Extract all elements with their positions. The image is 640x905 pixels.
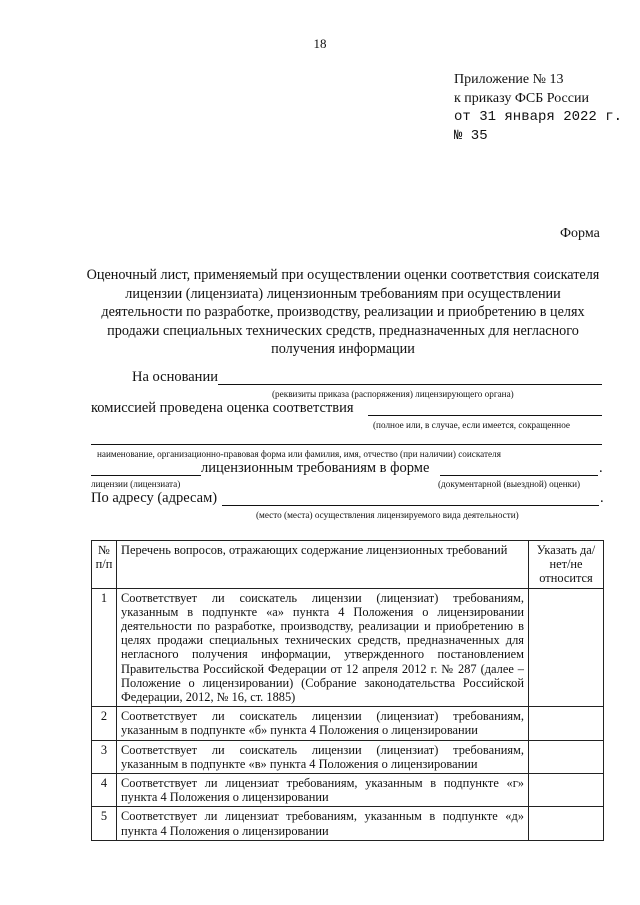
row-answer-cell[interactable] <box>529 740 604 773</box>
table-header-row <box>92 541 604 589</box>
requirements-label: лицензионным требованиям в форме <box>201 460 430 476</box>
row-answer-cell[interactable] <box>529 588 604 707</box>
assessment-form-hint: (документарной (выездной) оценки) <box>438 479 581 489</box>
table-row <box>92 807 604 840</box>
table-row <box>92 774 604 807</box>
document-title: Оценочный лист, применяемый при осуществлении оценки соответствия соискателя лицензии (лицензиата) лицензионным требованиям при осуществлении деятельности по разработке, производству, реализации и приобретению в целях продажи специальных технических средств, предназначенных для негласного получения информации <box>86 267 600 357</box>
address-label: По адресу (адресам) <box>91 490 218 506</box>
assessment-form-line[interactable] <box>440 461 598 476</box>
header-num: № п/п <box>92 541 117 589</box>
row-num: 1 <box>92 588 117 707</box>
form-label: Форма <box>560 226 600 241</box>
applicant-name-hint: наименование, организационно-правовая форма или фамилия, имя, отчество (при наличии) соискателя <box>97 449 501 459</box>
appendix-number: Приложение № 13 <box>454 72 564 87</box>
basis-label: На основании <box>132 369 218 385</box>
row-answer-cell[interactable] <box>529 707 604 740</box>
commission-hint: (полное или, в случае, если имеется, сокращенное <box>373 420 570 430</box>
row-num: 3 <box>92 740 117 773</box>
appendix-date: от 31 января 2022 г. <box>454 109 623 125</box>
row-question: Соответствует ли лицензиат требованиям, указанным в подпункте «д» пункта 4 Положения о лицензировании <box>117 807 529 840</box>
row-num: 4 <box>92 774 117 807</box>
page-number: 18 <box>313 36 327 51</box>
row-answer-cell[interactable] <box>529 807 604 840</box>
header-questions: Перечень вопросов, отражающих содержание лицензионных требований <box>117 541 529 589</box>
header-answer: Указать да/нет/не относится <box>529 541 604 589</box>
commission-label: комиссией проведена оценка соответствия <box>91 400 354 416</box>
applicant-name-line[interactable] <box>91 430 602 445</box>
row-answer-cell[interactable] <box>529 774 604 807</box>
table-row <box>92 707 604 740</box>
table-row <box>92 588 604 707</box>
address-hint: (место (места) осуществления лицензируемого вида деятельности) <box>256 510 519 520</box>
row-question: Соответствует ли соискатель лицензии (лицензиат) требованиям, указанным в подпункте «б» пункта 4 Положения о лицензировании <box>117 707 529 740</box>
basis-line[interactable] <box>218 370 602 385</box>
applicant-continuation-line[interactable] <box>91 461 201 476</box>
appendix-order: к приказу ФСБ России <box>454 91 589 106</box>
appendix-header <box>454 70 622 146</box>
basis-hint: (реквизиты приказа (распоряжения) лицензирующего органа) <box>272 389 514 399</box>
requirements-table <box>91 540 604 841</box>
address-period: . <box>600 490 604 506</box>
row-num: 5 <box>92 807 117 840</box>
row-question: Соответствует ли соискатель лицензии (лицензиат) требованиям, указанным в подпункте «в» пункта 4 Положения о лицензировании <box>117 740 529 773</box>
licensee-hint: лицензии (лицензиата) <box>91 479 181 489</box>
appendix-order-number: № 35 <box>454 128 488 144</box>
row-question: Соответствует ли соискатель лицензии (лицензиат) требованиям, указанным в подпункте «а» пункта 4 Положения о лицензировании деятельности по разработке, производству, реализации и приобретению в целях продажи специальных технических средств, предназначенных для негласного получения информации, утвержденного постановлением Правительства Российской Федерации от 12 апреля 2012 г. № 287 (далее – Положение о лицензировании) (Собрание законодательства Российской Федерации, 2012, № 16, ст. 1885) <box>117 588 529 707</box>
commission-line[interactable] <box>368 401 602 416</box>
table-row <box>92 740 604 773</box>
requirements-period: . <box>599 460 603 476</box>
address-line[interactable] <box>222 491 599 506</box>
row-num: 2 <box>92 707 117 740</box>
row-question: Соответствует ли лицензиат требованиям, указанным в подпункте «г» пункта 4 Положения о лицензировании <box>117 774 529 807</box>
